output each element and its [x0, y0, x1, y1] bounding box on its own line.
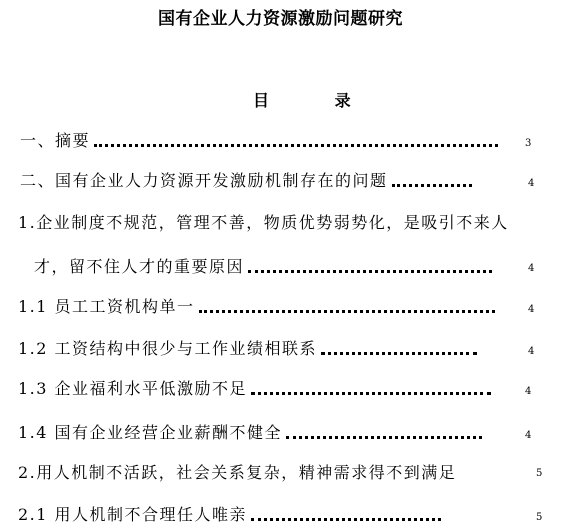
- toc-entry-text: 2.1 用人机制不合理任人唯亲: [18, 505, 248, 524]
- toc-entry-1-1[interactable]: [18, 292, 501, 318]
- toc-entry-text: 才，留不住人才的重要原因: [34, 257, 245, 276]
- toc-entry-page: 4: [528, 346, 535, 357]
- toc-entry-1-2[interactable]: [18, 334, 483, 360]
- toc-entry-text: 一、摘要: [20, 131, 91, 150]
- toc-entry-text: 1.企业制度不规范，管理不善，物质优势弱势化，是吸引不来人: [18, 213, 509, 232]
- toc-leader-dots: [251, 518, 441, 521]
- document-title: 国有企业人力资源激励问题研究: [158, 9, 403, 29]
- toc-entry-page: 4: [528, 304, 535, 315]
- toc-entry-2-1[interactable]: [18, 500, 447, 524]
- toc-entry-page: 4: [528, 178, 535, 189]
- toc-leader-dots: [199, 310, 495, 313]
- toc-leader-dots: [94, 144, 498, 147]
- toc-entry-1-3[interactable]: [18, 374, 497, 400]
- toc-leader-dots: [248, 270, 492, 273]
- toc-entry-page: 4: [525, 386, 532, 397]
- toc-entry-page: 3: [525, 138, 532, 149]
- toc-entry-text: 二、国有企业人力资源开发激励机制存在的问题: [20, 171, 388, 190]
- toc-leader-dots: [321, 352, 477, 355]
- toc-entry-text: 1.1 员工工资机构单一: [18, 297, 195, 316]
- toc-entry-text: 1.2 工资结构中很少与工作业绩相联系: [18, 339, 318, 358]
- toc-entry-1-4[interactable]: [18, 418, 488, 444]
- toc-entry-1-continued[interactable]: [34, 252, 498, 278]
- toc-entry-text: 1.3 企业福利水平低激励不足: [18, 379, 248, 398]
- toc-entry-page: 4: [525, 430, 532, 441]
- toc-entry-page: 4: [528, 263, 535, 274]
- toc-heading: 目 录: [253, 91, 381, 110]
- toc-entry-page: 5: [536, 468, 543, 479]
- toc-entry-summary[interactable]: [20, 126, 504, 152]
- toc-entry-2[interactable]: [18, 458, 456, 484]
- toc-leader-dots: [392, 184, 472, 187]
- toc-entry-text: 2.用人机制不活跃，社会关系复杂，精神需求得不到满足: [18, 463, 457, 482]
- toc-entry-section-2[interactable]: [20, 166, 478, 192]
- toc-leader-dots: [251, 392, 491, 395]
- toc-entry-page: 5: [536, 512, 543, 523]
- toc-entry-text: 1.4 国有企业经营企业薪酬不健全: [18, 423, 283, 442]
- toc-entry-1[interactable]: [18, 208, 509, 234]
- toc-leader-dots: [286, 436, 482, 439]
